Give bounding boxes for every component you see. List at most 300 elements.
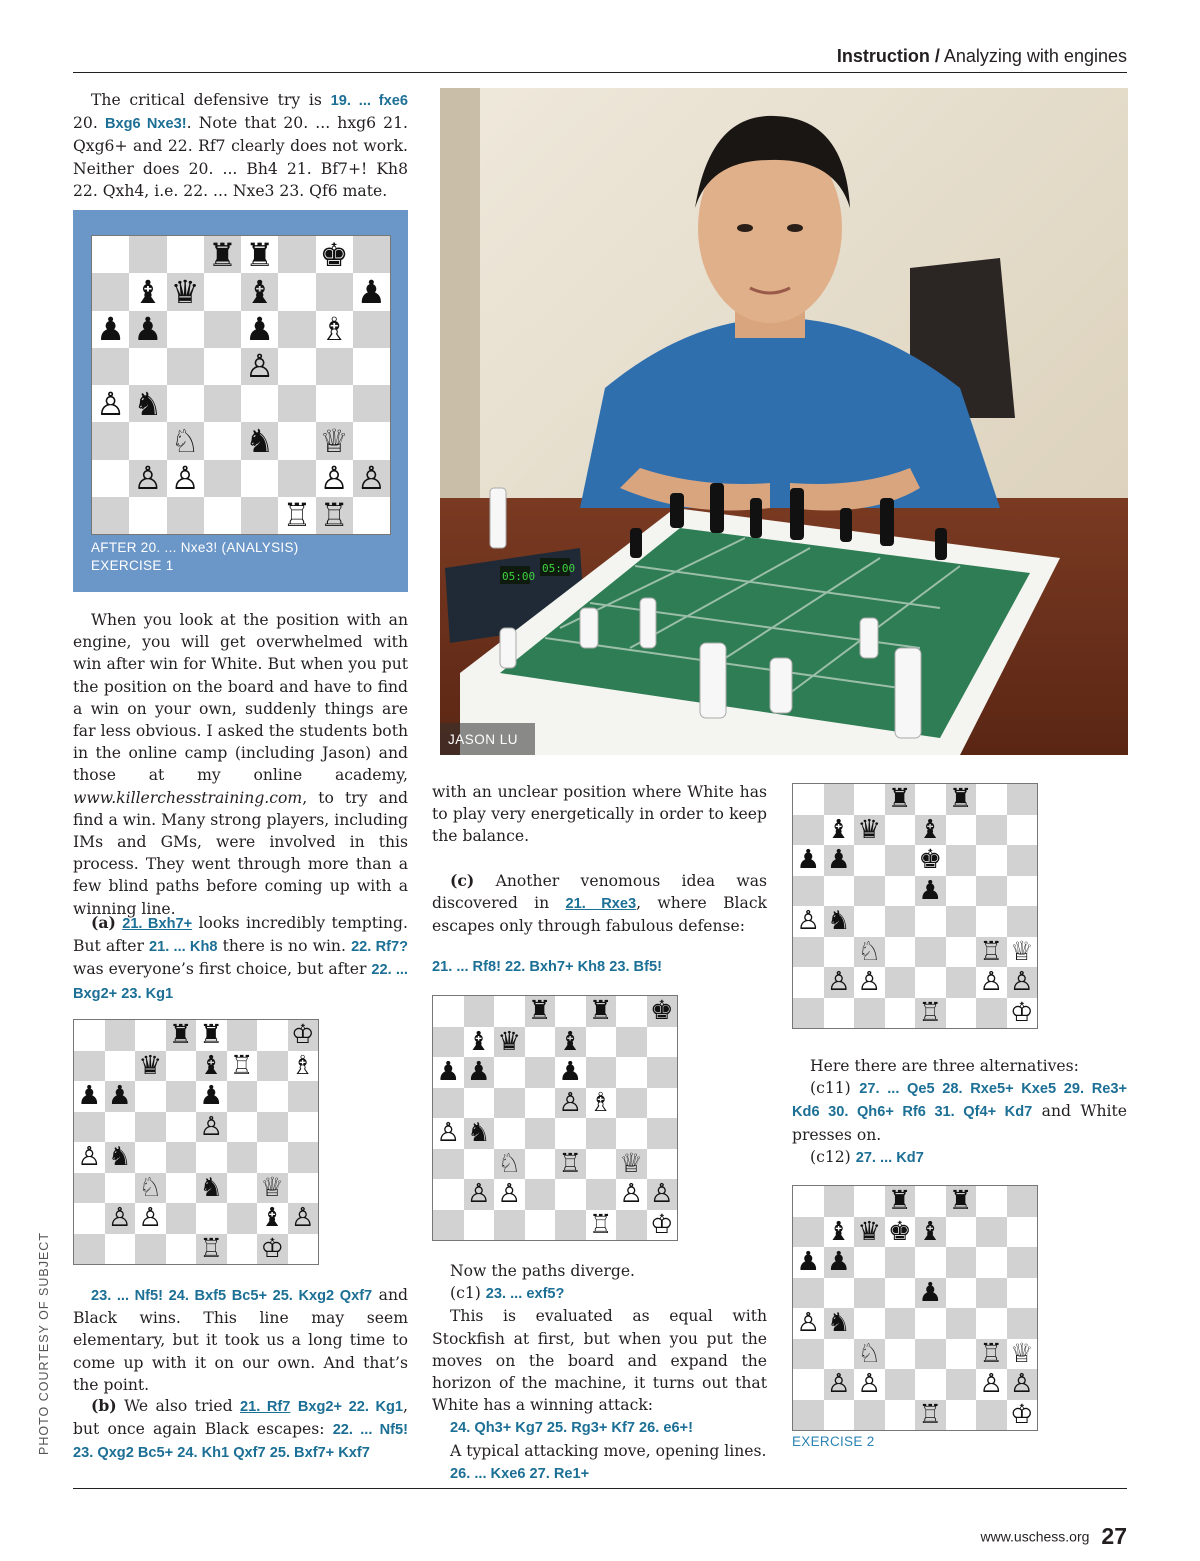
board-square: [74, 1142, 105, 1173]
white-rook-icon: ♖: [979, 1338, 1003, 1369]
board-square: [204, 311, 241, 348]
board-square: [555, 1149, 586, 1180]
board-square: [824, 1247, 855, 1278]
board-square: [135, 1081, 166, 1112]
board-square: [854, 1400, 885, 1431]
black-bishop-icon: ♝: [260, 1203, 284, 1234]
white-pawn-icon: ♙: [77, 1142, 101, 1173]
board-square: [885, 876, 916, 907]
board-square: [278, 422, 315, 459]
chess-diagram-exercise-2: [792, 1185, 1038, 1431]
board-square: [885, 1217, 916, 1248]
black-bishop-icon: ♝: [466, 1026, 491, 1057]
board-square: [166, 1142, 197, 1173]
photo-jason-lu: [440, 88, 1128, 755]
board-square: [316, 311, 353, 348]
board-square: [946, 1217, 977, 1248]
board-square: [854, 876, 885, 907]
academy-link[interactable]: www.killerchesstraining.com: [73, 788, 303, 807]
board-square: [316, 273, 353, 310]
black-pawn-icon: ♟: [436, 1057, 460, 1088]
board-square: [204, 236, 241, 273]
board-square: [525, 1057, 556, 1088]
board-square: [885, 1186, 916, 1217]
board-square: [278, 236, 315, 273]
board-square: [854, 1308, 885, 1339]
board-square: [647, 1118, 678, 1149]
board-square: [915, 1400, 946, 1431]
board-square: [616, 1179, 647, 1210]
white-rook-icon: ♖: [979, 936, 1003, 967]
board-square: [824, 876, 855, 907]
board-square: [196, 1112, 227, 1143]
board-square: [1007, 845, 1038, 876]
board-square: [204, 273, 241, 310]
white-bishop-icon: ♗: [319, 310, 349, 349]
black-bishop-icon: ♝: [245, 272, 274, 311]
board-square: [464, 1179, 495, 1210]
board-square: [227, 1142, 258, 1173]
black-knight-icon: ♞: [199, 1172, 223, 1203]
black-pawn-icon: ♟: [96, 310, 125, 349]
white-bishop-icon: ♗: [588, 1087, 613, 1118]
white-pawn-icon: ♙: [558, 1087, 582, 1118]
board-square: [915, 1186, 946, 1217]
board-square: [885, 1369, 916, 1400]
board-square: [316, 385, 353, 422]
board-square: [946, 1247, 977, 1278]
board-square: [885, 1247, 916, 1278]
board-square: [227, 1020, 258, 1051]
board-square: [494, 1179, 525, 1210]
board-square: [227, 1112, 258, 1143]
board-square: [854, 1339, 885, 1370]
board-square: [555, 996, 586, 1027]
board-square: [1007, 1217, 1038, 1248]
board-square: [204, 348, 241, 385]
board-square: [353, 311, 390, 348]
board-square: [257, 1020, 288, 1051]
white-pawn-icon: ♙: [826, 1369, 851, 1400]
board-square: [167, 497, 204, 534]
page-number: 27: [1101, 1523, 1127, 1549]
board-square: [824, 784, 855, 815]
black-pawn-icon: ♟: [107, 1081, 132, 1112]
board-square: [464, 1088, 495, 1119]
board-square: [793, 1278, 824, 1309]
board-square: [976, 876, 1007, 907]
board-square: [227, 1234, 258, 1265]
white-pawn-icon: ♙: [826, 967, 851, 998]
board-square: [824, 1369, 855, 1400]
board-square: [555, 1179, 586, 1210]
footer-rule: [73, 1488, 1127, 1489]
white-rook-icon: ♖: [918, 997, 942, 1028]
board-square: [976, 1217, 1007, 1248]
board-square: [854, 1247, 885, 1278]
board-square: [204, 422, 241, 459]
board-square: [946, 967, 977, 998]
footer-url[interactable]: www.uschess.org: [980, 1528, 1090, 1545]
header-subtitle: Analyzing with engines: [943, 46, 1127, 66]
chess-diagram-a: [73, 1019, 319, 1265]
black-bishop-icon: ♝: [133, 272, 163, 311]
board-square: [433, 1149, 464, 1180]
board-square: [824, 967, 855, 998]
board-square: [166, 1234, 197, 1265]
board-square: [616, 1149, 647, 1180]
board-square: [824, 1278, 855, 1309]
board-square: [92, 348, 129, 385]
option-c-line: 21. ... Rf8! 22. Bxh7+ Kh8 23. Bf5!: [432, 959, 662, 975]
board-square: [586, 1210, 617, 1241]
board-square: [525, 1088, 556, 1119]
board-square: [946, 906, 977, 937]
board-square: [525, 1210, 556, 1241]
board-square: [166, 1203, 197, 1234]
board-square: [135, 1173, 166, 1204]
board-square: [74, 1173, 105, 1204]
intro-paragraph: The critical defensive try is 19. ... fxe6 20. Bxg6 Nxe3!. Note that 20. ... hxg6 21. Qxg6+ and 22. Rf7 clearly does not work. Neither does 20. ... Bh4 21. Bf7+! Kh8 22. Qxh4, i.e. 22. ... Nxe3 23. Qf6 mate.: [73, 91, 408, 200]
white-queen-icon: ♕: [1009, 936, 1034, 967]
white-pawn-icon: ♙: [290, 1203, 315, 1234]
board-square: [92, 497, 129, 534]
white-king-icon: ♔: [260, 1233, 284, 1264]
board-square: [586, 1088, 617, 1119]
board-square: [824, 998, 855, 1029]
board-square: [793, 1186, 824, 1217]
board-square: [885, 784, 916, 815]
board-square: [129, 348, 166, 385]
black-king-icon: ♚: [887, 1216, 912, 1247]
board-square: [353, 422, 390, 459]
board-square: [824, 1186, 855, 1217]
black-king-icon: ♚: [319, 235, 349, 274]
board-square: [316, 348, 353, 385]
board-square: [288, 1051, 319, 1082]
black-queen-icon: ♛: [857, 1216, 881, 1247]
board-square: [166, 1173, 197, 1204]
option-c11-c12-block: Here there are three alternatives: (c11) 27. ... Qe5 28. Rxe5+ Kxe5 29. Re3+ Kd6 30. Qh6+ Rf6 31. Qf4+ Kd7 and White presses on. (c12) 27. ... Kd7: [792, 1057, 1127, 1166]
board-square: [793, 1308, 824, 1339]
white-knight-icon: ♘: [138, 1172, 162, 1203]
board-square: [1007, 784, 1038, 815]
white-pawn-icon: ♙: [96, 384, 125, 423]
board-square: [647, 1057, 678, 1088]
board-square: [1007, 1278, 1038, 1309]
board-square: [433, 1210, 464, 1241]
white-pawn-icon: ♙: [245, 347, 274, 386]
white-queen-icon: ♕: [1009, 1338, 1034, 1369]
board-square: [494, 1027, 525, 1058]
option-a-continuation: 23. ... Nf5! 24. Bxf5 Bc5+ 25. Kxg2 Qxf7 and Black wins. This line may seem elementary, but it took us a long time to come up with it on our own. And that’s the point.: [73, 1286, 408, 1394]
board-square: [885, 1339, 916, 1370]
board-square: [915, 845, 946, 876]
white-queen-icon: ♕: [260, 1172, 284, 1203]
board-square: [167, 348, 204, 385]
board-square: [353, 273, 390, 310]
board-square: [915, 1369, 946, 1400]
photo-credit: PHOTO COURTESY OF SUBJECT: [37, 1232, 51, 1455]
board-square: [976, 1308, 1007, 1339]
board-square: [105, 1020, 136, 1051]
board-square: [167, 385, 204, 422]
board-square: [241, 460, 278, 497]
board-square: [885, 1278, 916, 1309]
board-square: [494, 1118, 525, 1149]
board-square: [288, 1234, 319, 1265]
white-pawn-icon: ♙: [1009, 967, 1034, 998]
board-square: [616, 1118, 647, 1149]
black-rook-icon: ♜: [887, 1186, 912, 1217]
white-rook-icon: ♖: [282, 496, 312, 535]
board-square: [586, 996, 617, 1027]
board-square: [129, 497, 166, 534]
white-rook-icon: ♖: [918, 1399, 942, 1430]
board-square: [824, 815, 855, 846]
white-pawn-icon: ♙: [497, 1179, 521, 1210]
board-square: [353, 236, 390, 273]
white-king-icon: ♔: [290, 1020, 315, 1051]
board-square: [885, 967, 916, 998]
board-square: [167, 460, 204, 497]
board-square: [824, 1400, 855, 1431]
board-square: [946, 876, 977, 907]
board-square: [241, 385, 278, 422]
board-square: [74, 1203, 105, 1234]
white-king-icon: ♔: [1009, 997, 1034, 1028]
board-square: [1007, 1186, 1038, 1217]
black-bishop-icon: ♝: [826, 1216, 851, 1247]
board-square: [946, 1339, 977, 1370]
white-rook-icon: ♖: [319, 496, 349, 535]
chess-diagram-c: [432, 995, 678, 1241]
board-square: [353, 348, 390, 385]
black-rook-icon: ♜: [168, 1020, 193, 1051]
board-square: [525, 1027, 556, 1058]
black-king-icon: ♚: [649, 996, 674, 1027]
exercise-2-caption: EXERCISE 2: [792, 1434, 875, 1449]
board-square: [525, 1149, 556, 1180]
white-knight-icon: ♘: [857, 1338, 881, 1369]
chess-diagram-c1: [792, 783, 1038, 1029]
board-square: [166, 1020, 197, 1051]
board-square: [885, 906, 916, 937]
diagram-1-caption: AFTER 20. ... Nxe3! (ANALYSIS) EXERCISE 1: [91, 540, 299, 573]
board-square: [915, 876, 946, 907]
board-square: [824, 1339, 855, 1370]
board-square: [74, 1081, 105, 1112]
black-pawn-icon: ♟: [77, 1081, 101, 1112]
board-square: [854, 1186, 885, 1217]
board-square: [278, 273, 315, 310]
board-square: [946, 1400, 977, 1431]
board-square: [105, 1173, 136, 1204]
board-square: [885, 815, 916, 846]
black-pawn-icon: ♟: [133, 310, 163, 349]
board-square: [824, 906, 855, 937]
board-square: [793, 937, 824, 968]
white-pawn-icon: ♙: [857, 967, 881, 998]
board-square: [824, 1217, 855, 1248]
section-label: Instruction /: [836, 46, 940, 66]
board-square: [1007, 967, 1038, 998]
white-pawn-icon: ♙: [357, 459, 386, 498]
board-square: [92, 460, 129, 497]
board-square: [647, 996, 678, 1027]
black-rook-icon: ♜: [199, 1020, 223, 1051]
board-square: [1007, 1339, 1038, 1370]
board-square: [915, 906, 946, 937]
board-square: [793, 1247, 824, 1278]
white-pawn-icon: ♙: [107, 1203, 132, 1234]
board-square: [167, 236, 204, 273]
board-square: [793, 1217, 824, 1248]
board-square: [793, 967, 824, 998]
black-bishop-icon: ♝: [918, 814, 942, 845]
white-knight-icon: ♘: [857, 936, 881, 967]
white-pawn-icon: ♙: [133, 459, 163, 498]
board-square: [241, 273, 278, 310]
board-square: [92, 422, 129, 459]
board-square: [196, 1173, 227, 1204]
board-square: [166, 1112, 197, 1143]
black-queen-icon: ♛: [497, 1026, 521, 1057]
option-c-paragraph: (c) Another venomous idea was discovered in 21. Rxe3, where Black escapes only through fabulous defense:: [432, 871, 768, 936]
black-pawn-icon: ♟: [796, 1247, 820, 1278]
board-square: [854, 845, 885, 876]
board-square: [616, 1088, 647, 1119]
board-square: [196, 1203, 227, 1234]
board-square: [915, 1278, 946, 1309]
board-square: [74, 1112, 105, 1143]
board-square: [976, 1247, 1007, 1278]
white-queen-icon: ♕: [619, 1148, 643, 1179]
board-square: [278, 497, 315, 534]
board-square: [915, 815, 946, 846]
board-square: [464, 1149, 495, 1180]
col2-paragraph-1: with an unclear position where White has to play very energetically in order to keep the balance.: [432, 783, 767, 846]
board-square: [278, 311, 315, 348]
black-pawn-icon: ♟: [466, 1057, 491, 1088]
white-pawn-icon: ♙: [319, 459, 349, 498]
white-pawn-icon: ♙: [170, 459, 200, 498]
board-square: [824, 937, 855, 968]
board-square: [793, 815, 824, 846]
board-square: [946, 1308, 977, 1339]
board-square: [525, 1118, 556, 1149]
board-square: [1007, 1308, 1038, 1339]
board-square: [257, 1173, 288, 1204]
option-c1-block: Now the paths diverge. (c1) 23. ... exf5? This is evaluated as equal with Stockfish at first, but when you put the moves on the board and expand the horizon of the machine, it turns out that White has a winning attack: 24. Qh3+ Kg7 25. Rg3+ Kf7 26. e6+! A typical attacking move, opening lines. 26. ... Kxe6 27. Re1+: [432, 1262, 767, 1482]
board-square: [885, 937, 916, 968]
board-square: [915, 998, 946, 1029]
board-square: [227, 1173, 258, 1204]
option-b-paragraph: (b) We also tried 21. Rf7 Bxg2+ 22. Kg1, but once again Black escapes: 22. ... Nf5! 23. Qxg2 Bc5+ 24. Kh1 Qxf7 25. Bxf7+ Kxf7: [73, 1396, 409, 1462]
black-rook-icon: ♜: [887, 784, 912, 815]
board-square: [129, 236, 166, 273]
board-square: [92, 273, 129, 310]
board-square: [105, 1051, 136, 1082]
board-square: [1007, 937, 1038, 968]
engine-paragraph: When you look at the position with an engine, you will get overwhelmed with win after win for White. But when you put the position on the board and have to find a win on your own, suddenly things are far less obvious. I asked the students both in the online camp (including Jason) and those at my online academy, www.killerchesstraining.com, to try and find a win. Many strong players, including IMs and GMs, were involved in this process. They went through more than a few blind paths before coming up with a winning line.: [73, 611, 408, 918]
board-square: [278, 385, 315, 422]
board-square: [129, 385, 166, 422]
black-rook-icon: ♜: [208, 235, 237, 274]
board-square: [854, 815, 885, 846]
black-rook-icon: ♜: [245, 235, 274, 274]
board-square: [824, 1308, 855, 1339]
board-square: [915, 1339, 946, 1370]
board-square: [92, 385, 129, 422]
board-square: [494, 1149, 525, 1180]
board-square: [647, 1088, 678, 1119]
board-square: [885, 998, 916, 1029]
black-king-icon: ♚: [918, 845, 942, 876]
clock-display-left: 05:00: [502, 570, 536, 583]
board-square: [129, 311, 166, 348]
board-square: [105, 1081, 136, 1112]
board-square: [433, 1179, 464, 1210]
board-square: [494, 996, 525, 1027]
black-bishop-icon: ♝: [199, 1050, 223, 1081]
board-square: [227, 1081, 258, 1112]
black-queen-icon: ♛: [138, 1050, 162, 1081]
white-rook-icon: ♖: [558, 1148, 582, 1179]
board-square: [586, 1057, 617, 1088]
board-square: [92, 311, 129, 348]
board-square: [555, 1057, 586, 1088]
board-square: [74, 1051, 105, 1082]
board-square: [257, 1051, 288, 1082]
black-rook-icon: ♜: [527, 996, 552, 1027]
board-square: [854, 998, 885, 1029]
board-square: [257, 1234, 288, 1265]
board-square: [135, 1051, 166, 1082]
board-square: [854, 906, 885, 937]
board-square: [241, 311, 278, 348]
board-square: [616, 1027, 647, 1058]
board-square: [353, 460, 390, 497]
board-square: [946, 784, 977, 815]
board-square: [433, 1118, 464, 1149]
board-square: [976, 967, 1007, 998]
board-square: [105, 1203, 136, 1234]
board-square: [316, 236, 353, 273]
board-square: [586, 1118, 617, 1149]
board-square: [525, 1179, 556, 1210]
white-rook-icon: ♖: [199, 1233, 223, 1264]
board-square: [976, 1339, 1007, 1370]
board-square: [976, 815, 1007, 846]
board-square: [793, 1369, 824, 1400]
board-square: [316, 497, 353, 534]
board-square: [464, 1118, 495, 1149]
board-square: [793, 906, 824, 937]
board-square: [129, 422, 166, 459]
white-pawn-icon: ♙: [619, 1179, 643, 1210]
board-square: [1007, 815, 1038, 846]
board-square: [464, 1057, 495, 1088]
white-king-icon: ♔: [1009, 1399, 1034, 1430]
board-square: [433, 1057, 464, 1088]
photo-illustration: [440, 88, 1128, 755]
board-square: [464, 996, 495, 1027]
black-knight-icon: ♞: [466, 1118, 491, 1149]
board-square: [196, 1081, 227, 1112]
board-square: [433, 1027, 464, 1058]
board-square: [854, 1217, 885, 1248]
